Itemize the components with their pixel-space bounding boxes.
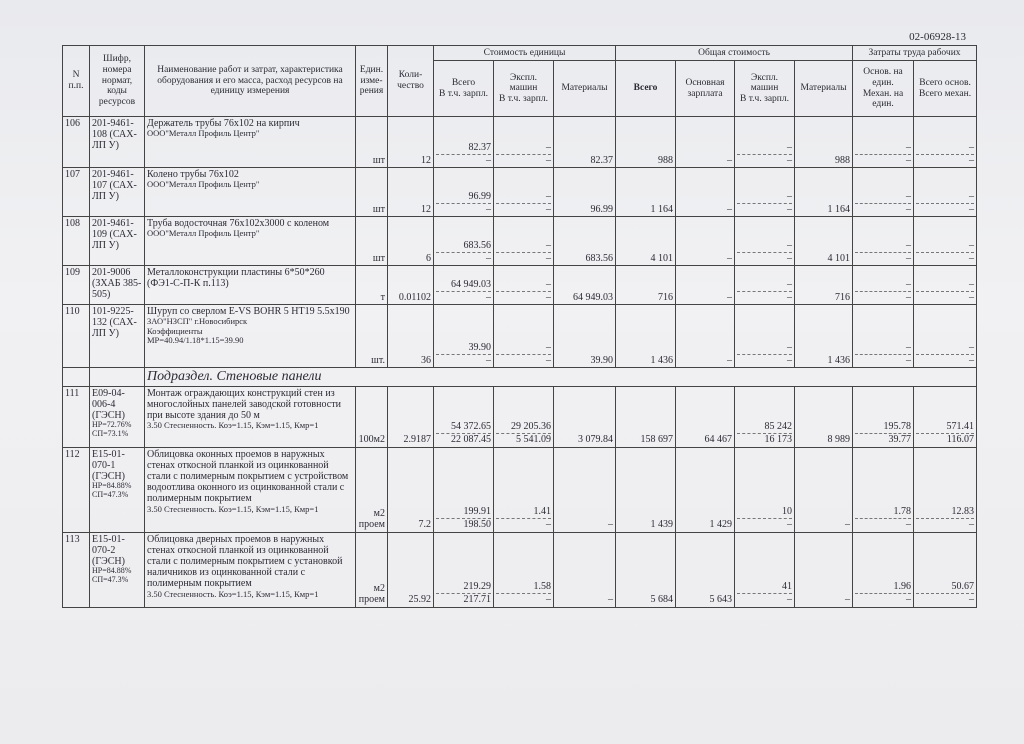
row-unit-cost-mach: – – xyxy=(494,305,554,368)
row-unit-cost-all: 39.90 – xyxy=(434,305,494,368)
row-total-base: 64 467 xyxy=(676,386,735,447)
header-total-cost: Общая стоимость xyxy=(616,46,853,61)
row-number: 107 xyxy=(63,168,90,217)
header-qty: Коли-чество xyxy=(388,46,434,117)
row-qty: 7.2 xyxy=(388,447,434,532)
row-unit-cost-all: 199.91 198.50 xyxy=(434,447,494,532)
row-unit-cost-mach: – – xyxy=(494,266,554,305)
row-unit-cost-all: 683.56 – xyxy=(434,217,494,266)
row-unit-cost-mach: – – xyxy=(494,217,554,266)
row-labor-all: – – xyxy=(914,217,977,266)
row-unit-cost-mach: 1.58 – xyxy=(494,532,554,607)
row-labor-all: 12.83 – xyxy=(914,447,977,532)
table-row xyxy=(63,266,977,305)
row-total-base: 1 429 xyxy=(676,447,735,532)
row-total-all: 1 164 xyxy=(616,168,676,217)
row-code: 201-9461-107 (САХ-ЛП У) xyxy=(90,168,145,217)
row-total-all: 1 439 xyxy=(616,447,676,532)
header-uc-mat: Материалы xyxy=(554,61,616,117)
header-tc-all: Всего xyxy=(616,61,676,117)
row-labor-unit: 195.78 39.77 xyxy=(853,386,914,447)
row-unit-cost-mach: 29 205.36 5 541.09 xyxy=(494,386,554,447)
row-unit-cost-mat: 39.90 xyxy=(554,305,616,368)
row-number: 106 xyxy=(63,117,90,168)
header-lab-unit: Основ. на един. Механ. на един. xyxy=(853,61,914,117)
row-labor-unit: – – xyxy=(853,305,914,368)
row-labor-all: 50.67 – xyxy=(914,532,977,607)
row-unit-cost-mat: 3 079.84 xyxy=(554,386,616,447)
row-total-base: – xyxy=(676,266,735,305)
row-qty: 2.9187 xyxy=(388,386,434,447)
row-unit: шт xyxy=(356,117,388,168)
row-qty: 25.92 xyxy=(388,532,434,607)
header-unit: Един. изме-рения xyxy=(356,46,388,117)
row-unit-cost-mat: – xyxy=(554,532,616,607)
table-row xyxy=(63,305,977,368)
header-uc-all: Всего В т.ч. зарпл. xyxy=(434,61,494,117)
row-unit-cost-all: 54 372.65 22 087.45 xyxy=(434,386,494,447)
row-code: 201-9461-109 (САХ-ЛП У) xyxy=(90,217,145,266)
row-total-base: – xyxy=(676,168,735,217)
row-total-mat: 1 164 xyxy=(795,168,853,217)
row-unit-cost-all: 219.29 217.71 xyxy=(434,532,494,607)
row-unit-cost-all: 82.37 – xyxy=(434,117,494,168)
row-total-mach: 41 – xyxy=(735,532,795,607)
row-total-all: 4 101 xyxy=(616,217,676,266)
row-labor-unit: 1.96 – xyxy=(853,532,914,607)
header-code: Шифр, номера нормат, коды ресурсов xyxy=(90,46,145,117)
row-labor-all: – – xyxy=(914,117,977,168)
row-unit: шт. xyxy=(356,305,388,368)
row-total-base: – xyxy=(676,217,735,266)
header-unit-cost: Стоимость единицы xyxy=(434,46,616,61)
row-labor-unit: – – xyxy=(853,117,914,168)
row-code: 201-9461-108 (САХ-ЛП У) xyxy=(90,117,145,168)
row-labor-all: – – xyxy=(914,266,977,305)
row-total-all: 5 684 xyxy=(616,532,676,607)
row-labor-all: – – xyxy=(914,305,977,368)
row-labor-all: 571.41 116.07 xyxy=(914,386,977,447)
row-total-mat: – xyxy=(795,447,853,532)
row-total-mach: – – xyxy=(735,168,795,217)
table-row xyxy=(63,447,977,532)
row-total-all: 716 xyxy=(616,266,676,305)
row-unit-cost-mach: – – xyxy=(494,117,554,168)
row-total-base: 5 643 xyxy=(676,532,735,607)
row-qty: 12 xyxy=(388,117,434,168)
row-qty: 6 xyxy=(388,217,434,266)
row-total-mat: 988 xyxy=(795,117,853,168)
header-tc-mach: Экспл. машин В т.ч. зарпл. xyxy=(735,61,795,117)
row-total-all: 158 697 xyxy=(616,386,676,447)
row-unit-cost-mat: – xyxy=(554,447,616,532)
table-row xyxy=(63,386,977,447)
row-name: Облицовка оконных проемов в наружных стенах откосной планкой из оцинкованной стали с полимерным покрытием с устройством водоотлива оконного из оцинкованной стали с полимерным покрытием 3.50 Стесненность. Коэ=1.15, Кэм=1.15, Кмр=1 xyxy=(145,447,356,532)
row-total-mat: 1 436 xyxy=(795,305,853,368)
row-name: Шуруп со сверлом E-VS BOHR 5 HT19 5.5х190 ЗАО"НЗСП" г.Новосибирск Коэффициенты МР=40.94/1.18*1.15=39.90 xyxy=(145,305,356,368)
row-unit-cost-all: 64 949.03 – xyxy=(434,266,494,305)
row-total-mach: 85 242 16 173 xyxy=(735,386,795,447)
row-unit: м2 проем xyxy=(356,532,388,607)
row-labor-all: – – xyxy=(914,168,977,217)
row-labor-unit: – – xyxy=(853,217,914,266)
table-row xyxy=(63,532,977,607)
row-name: Колено трубы 76х102 ООО"Металл Профиль Центр" xyxy=(145,168,356,217)
row-unit: шт xyxy=(356,217,388,266)
row-code: 201-9006 (ЗХАБ 385-505) xyxy=(90,266,145,305)
document-number: 02-06928-13 xyxy=(909,31,966,43)
section-title: Подраздел. Стеновые панели xyxy=(145,368,977,387)
row-unit: т xyxy=(356,266,388,305)
header-lab-all: Всего основ. Всего механ. xyxy=(914,61,977,117)
row-total-mat: 8 989 xyxy=(795,386,853,447)
row-code: Е09-04-006-4 (ГЭСН) НР=72.76% СП=73.1% xyxy=(90,386,145,447)
row-name: Держатель трубы 76х102 на кирпич ООО"Металл Профиль Центр" xyxy=(145,117,356,168)
row-total-mat: 716 xyxy=(795,266,853,305)
row-number: 111 xyxy=(63,386,90,447)
table-row xyxy=(63,168,977,217)
estimate-table xyxy=(62,45,977,608)
row-total-all: 1 436 xyxy=(616,305,676,368)
row-unit-cost-mach: – – xyxy=(494,168,554,217)
row-qty: 12 xyxy=(388,168,434,217)
row-number: 110 xyxy=(63,305,90,368)
row-name: Металлоконструкции пластины 6*50*260 (ФЭ1-С-П-К п.113) xyxy=(145,266,356,305)
row-unit-cost-mat: 683.56 xyxy=(554,217,616,266)
row-code: Е15-01-070-2 (ГЭСН) НР=84.88% СП=47.3% xyxy=(90,532,145,607)
row-labor-unit: – – xyxy=(853,168,914,217)
row-name: Труба водосточная 76х102х3000 с коленом ООО"Металл Профиль Центр" xyxy=(145,217,356,266)
row-total-mach: 10 – xyxy=(735,447,795,532)
row-qty: 0.01102 xyxy=(388,266,434,305)
row-number: 112 xyxy=(63,447,90,532)
row-unit-cost-mat: 96.99 xyxy=(554,168,616,217)
header-n: N п.п. xyxy=(63,46,90,117)
row-number: 113 xyxy=(63,532,90,607)
row-total-mach: – – xyxy=(735,117,795,168)
table-row xyxy=(63,217,977,266)
row-qty: 36 xyxy=(388,305,434,368)
table-row xyxy=(63,117,977,168)
row-total-mach: – – xyxy=(735,305,795,368)
header-name: Наименование работ и затрат, характеристика оборудования и его масса, расход ресурсов на единицу измерения xyxy=(145,46,356,117)
row-labor-unit: 1.78 – xyxy=(853,447,914,532)
header-uc-mach: Экспл. машин В т.ч. зарпл. xyxy=(494,61,554,117)
row-unit-cost-mat: 82.37 xyxy=(554,117,616,168)
row-unit: м2 проем xyxy=(356,447,388,532)
row-total-mach: – – xyxy=(735,266,795,305)
row-unit: 100м2 xyxy=(356,386,388,447)
row-unit-cost-mat: 64 949.03 xyxy=(554,266,616,305)
row-unit: шт xyxy=(356,168,388,217)
row-labor-unit: – – xyxy=(853,266,914,305)
row-total-base: – xyxy=(676,305,735,368)
row-number: 108 xyxy=(63,217,90,266)
row-code: 101-9225-132 (САХ-ЛП У) xyxy=(90,305,145,368)
row-unit-cost-all: 96.99 – xyxy=(434,168,494,217)
row-code: Е15-01-070-1 (ГЭСН) НР=84.88% СП=47.3% xyxy=(90,447,145,532)
row-name: Облицовка дверных проемов в наружных стенах откосной планкой из оцинкованной стали с полимерным покрытием с установкой наличников из оцинкованной стали с полимерным покрытием 3.50 Стесненность. Коэ=1.15, Кэм=1.15, Кмр=1 xyxy=(145,532,356,607)
row-name: Монтаж ограждающих конструкций стен из многослойных панелей заводской готовности при высоте здания до 50 м 3.50 Стесненность. Коэ=1.15, Кэм=1.15, Кмр=1 xyxy=(145,386,356,447)
row-total-base: – xyxy=(676,117,735,168)
row-total-mat: – xyxy=(795,532,853,607)
row-number: 109 xyxy=(63,266,90,305)
header-labor: Затраты труда рабочих xyxy=(853,46,977,61)
row-total-all: 988 xyxy=(616,117,676,168)
header-tc-base: Основная зарплата xyxy=(676,61,735,117)
row-total-mat: 4 101 xyxy=(795,217,853,266)
row-total-mach: – – xyxy=(735,217,795,266)
header-tc-mat: Материалы xyxy=(795,61,853,117)
row-unit-cost-mach: 1.41 – xyxy=(494,447,554,532)
